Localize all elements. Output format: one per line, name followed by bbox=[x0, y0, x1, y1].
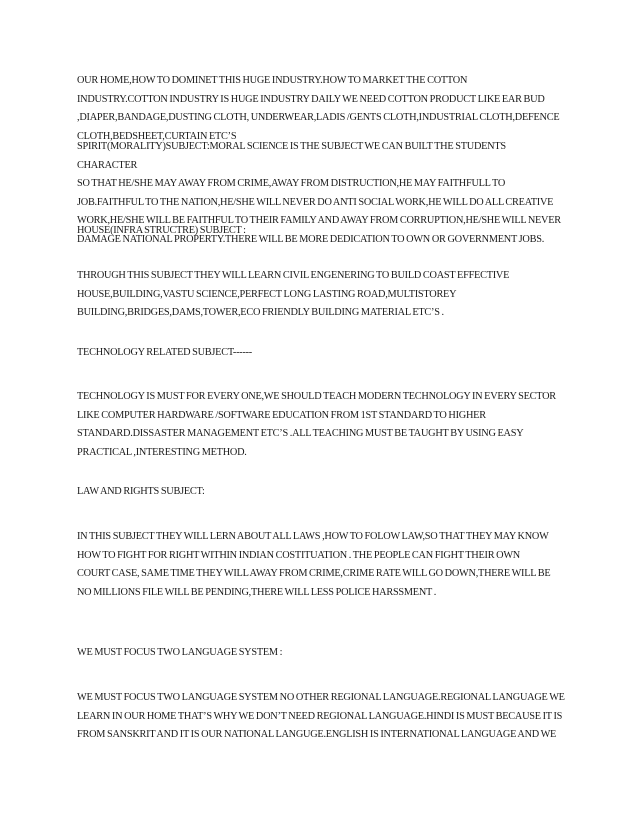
paragraph-cotton-industry: OUR HOME,HOW TO DOMINET THIS HUGE INDUSTRY.HOW TO MARKET THE COTTON INDUSTRY.COTTON INDUSTRY IS HUGE INDUSTRY DAILY WE NEED COTTON PRODUCT LIKE EAR BUD ,DIAPER,BANDAGE,DUSTING CLOTH, UNDERWEAR,LADIS /GENTS CLOTH,INDUSTRIAL CLOTH,DEFENCE CLOTH,BEDSHEET,CURTAIN ETC’S bbox=[77, 75, 560, 142]
paragraph-house-infrastructure: THROUGH THIS SUBJECT THEY WILL LEARN CIVIL ENGENERING TO BUILD COAST EFFECTIVE HOUSE,BUILDING,VASTU SCIENCE,PERFECT LONG LASTING ROAD,MULTISTOREY BUILDING,BRIDGES,DAMS,TOWER,ECO FRIENDLY BUILDING MATERIAL ETC’S . bbox=[77, 270, 510, 318]
paragraph-law-and-rights: IN THIS SUBJECT THEY WILL LERN ABOUT ALL LAWS ,HOW TO FOLOW LAW,SO THAT THEY MAY KNOW HOW TO FIGHT FOR RIGHT WITHIN INDIAN COSTITUATION . THE PEOPLE CAN FIGHT THEIR OWN COURT CASE, SAME TIME THEY WILL AWAY FROM CRIME,CRIME RATE WILL GO DOWN,THERE WILL BE NO MILLIONS FILE WILL BE PENDING,THERE WILL LESS POLICE HARSSMENT . bbox=[77, 531, 551, 598]
heading-house-infrastructure-subject: HOUSE(INFRA STRUCTRE) SUBJECT : bbox=[77, 225, 246, 236]
heading-law-and-rights-subject: LAW AND RIGHTS SUBJECT: bbox=[77, 486, 205, 497]
paragraph-spirit-morality-subject: SPIRIT(MORALITY)SUBJECT:MORAL SCIENCE IS THE SUBJECT WE CAN BUILT THE STUDENTS CHARACTER SO THAT HE/SHE MAY AWAY FROM CRIME,AWAY FROM DISTRUCTION,HE MAY FAITHFULL TO JOB.FAITHFUL TO THE NATION,HE/SHE WILL NEVER DO ANTI SOCIAL WORK,HE WILL DO ALL CREATIVE WORK,HE/SHE WILL BE FAITHFUL TO THEIR FAMILY AND AWAY FROM CORRUPTION,HE/SHE WILL NEVER DAMAGE NATIONAL PROPERTY.THERE WILL BE MORE DEDICATION TO OWN OR GOVERNMENT JOBS. bbox=[77, 141, 561, 245]
heading-technology-subject: TECHNOLOGY RELATED SUBJECT------ bbox=[77, 347, 252, 358]
paragraph-technology: TECHNOLOGY IS MUST FOR EVERY ONE,WE SHOULD TEACH MODERN TECHNOLOGY IN EVERY SECTOR LIKE COMPUTER HARDWARE /SOFTWARE EDUCATION FROM 1ST STANDARD TO HIGHER STANDARD.DISSASTER MANAGEMENT ETC’S .ALL TEACHING MUST BE TAUGHT BY USING EASY PRACTICAL ,INTERESTING METHOD. bbox=[77, 391, 556, 458]
paragraph-two-language-system: WE MUST FOCUS TWO LANGUAGE SYSTEM NO OTHER REGIONAL LANGUAGE.REGIONAL LANGUAGE WE LEARN IN OUR HOME THAT’S WHY WE DON’T NEED REGIONAL LANGUAGE.HINDI IS MUST BECAUSE IT IS FROM SANSKRIT AND IT IS OUR NATIONAL LANGUGE.ENGLISH IS INTERNATIONAL LANGUAGE AND WE bbox=[77, 692, 565, 740]
heading-two-language-system: WE MUST FOCUS TWO LANGUAGE SYSTEM : bbox=[77, 647, 283, 658]
